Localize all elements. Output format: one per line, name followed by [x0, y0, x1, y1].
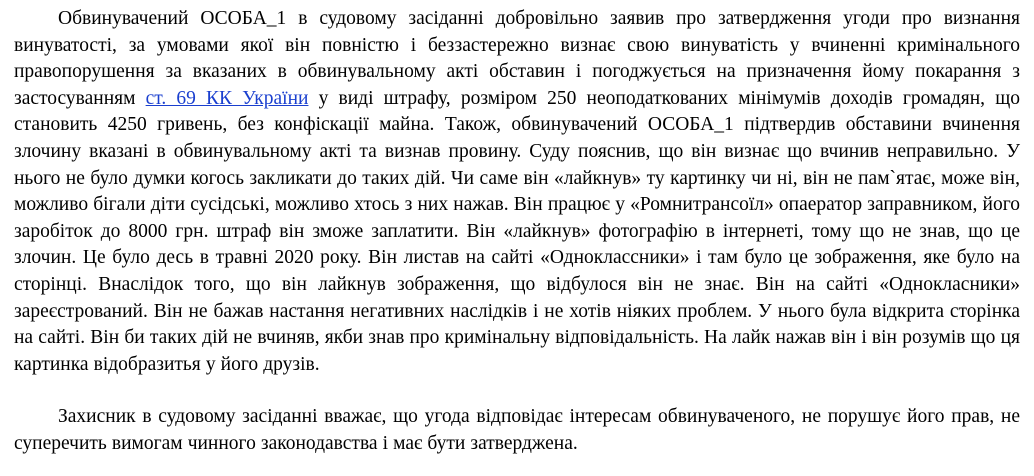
paragraph-text: у виді штрафу, розміром 250 неоподаткованих мінімумів доходів громадян, що становить 4250 гривень, без конфіскації майна. Також, обвинувачений ОСОБА_1 підтвердив обставини вчинення злочину вказані в обвинувальному акті та визнав провину. Суду пояснив, що він визнає що вчинив неправильно. У нього не було думки когось закликати до таких дій. Чи саме він «лайкнув» ту картинку чи ні, він не пам`ятає, може він, можливо бігали діти сусідські, можливо хтось з них нажав. Він працює у «Ромнитрансоїл» опаератор заправником, його заробіток до 8000 грн. штраф він зможе заплатити. Він «лайкнув» фотографію в інтернеті, тому що не знав, що це злочин. Це було десь в травні 2020 року. Він листав на сайті «Однокласcники» і там було це зображення, яке було на сторінці. Внаслідок того, що він лайкнув зображення, що відбулося він не знає. Він на сайті «Одноклаcники» зареєстрований. Він не бажав настання негативних наслідків і не хотів ніяких проблем. У нього була відкрита сторінка на сайті. Він би таких дій не вчиняв, якби знав про кримінальну відповідальність. На лайк нажав він і він розумів що ця картинка відобразитья у його друзів. [14, 87, 1020, 375]
paragraph [14, 404, 1020, 457]
law-reference-link[interactable]: ст. 69 КК України [145, 87, 309, 109]
document-body [14, 6, 1020, 458]
paragraph [14, 6, 1020, 378]
paragraph-text: Захисник в судовому засіданні вважає, що угода відповідає інтересам обвинуваченого, не порушує його прав, не суперечить вимогам чинного законодавства і має бути затверджена. [14, 406, 1020, 454]
paragraph-text: Обвинувачений ОСОБА_1 в судовому засіданні добровільно заявив про затвердження угоди про визнання винуватості, за умовами якої він повністю і беззастережно визнає свою винуватість у вчиненні кримінального правопорушення за вказаних в обвинувальному акті обставин і погоджується на призначення йому покарання з застосуванням [14, 8, 1020, 109]
